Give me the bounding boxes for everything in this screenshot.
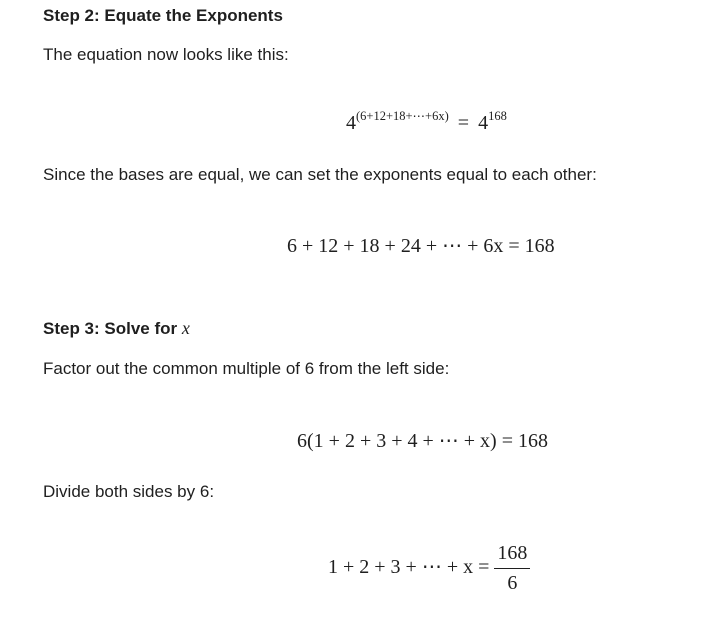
eq1-exponent: (6+12+18+⋯+6x) [356, 109, 449, 123]
divide-instruction: Divide both sides by 6: [43, 482, 215, 501]
step3-heading [43, 318, 190, 339]
step2-explanation: Since the bases are equal, we can set the exponents equal to each other: [43, 165, 597, 184]
eq4-numerator: 168 [497, 542, 528, 564]
equation-factored: 6(1 + 2 + 3 + 4 + ⋯ + x) = 168 [297, 430, 548, 452]
step3-intro: Factor out the common multiple of 6 from the left side: [43, 359, 450, 378]
equation-exponents-sum: 6 + 12 + 18 + 24 + ⋯ + 6x = 168 [287, 235, 555, 257]
equation-exponential [346, 109, 507, 135]
step2-heading: Step 2: Equate the Exponents [43, 6, 283, 25]
equation-divided [328, 542, 530, 595]
eq1-equals: = [457, 112, 470, 134]
fraction-bar [494, 568, 530, 569]
eq4-lhs: 1 + 2 + 3 + ⋯ + x = [328, 556, 490, 579]
eq1-base: 4 [346, 112, 356, 134]
eq1-rhs-base: 4 [478, 112, 489, 134]
step2-intro: The equation now looks like this: [43, 45, 289, 64]
step3-heading-variable: x [181, 318, 190, 338]
eq1-rhs-exponent: 168 [488, 109, 507, 123]
eq4-denominator: 6 [507, 572, 518, 594]
step3-heading-text: Step 3: Solve for [43, 319, 178, 338]
eq4-fraction [494, 542, 530, 595]
